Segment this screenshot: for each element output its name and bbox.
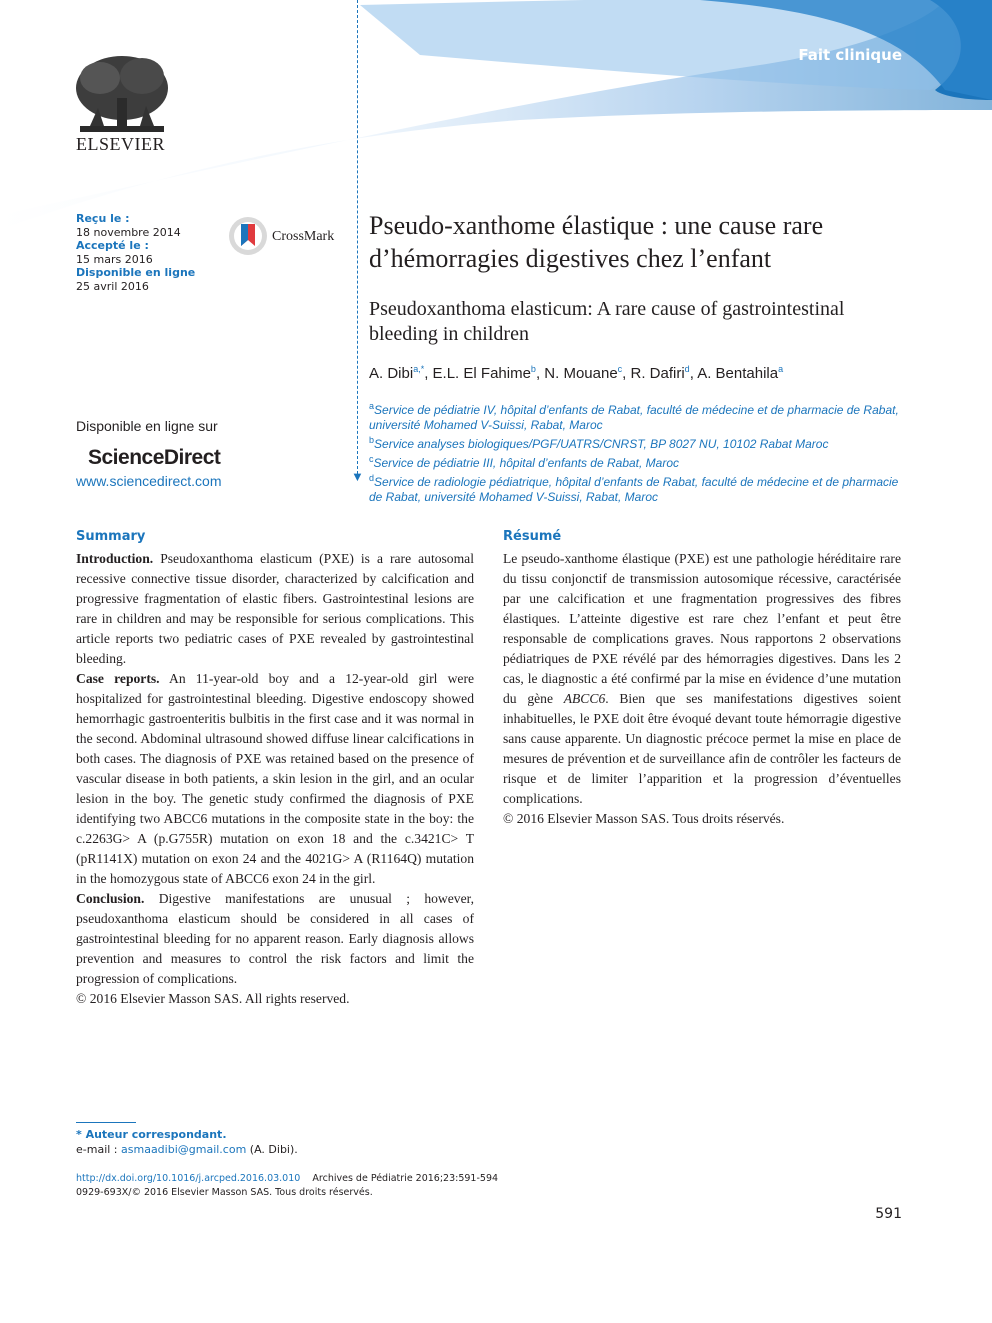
available-online-label: Disponible en ligne sur [76, 418, 218, 434]
resume-heading: Résumé [503, 529, 562, 544]
summary-conclusion: Conclusion. Digestive manifestations are unusual ; however, pseudoxanthoma elasticum should be considered in all cases of gastrointestinal bleeding for no apparent reason. Early diagnosis allows prevention and measures to control the risk factors and limit the progression of complications. [76, 891, 474, 986]
footnote-rule [76, 1122, 136, 1123]
author-affil-ref[interactable]: a,* [413, 364, 425, 374]
email-link[interactable]: asmaadibi@gmail.com [121, 1143, 247, 1156]
sciencedirect-link[interactable]: www.sciencedirect.com [76, 473, 222, 489]
summary-body [76, 549, 474, 1009]
article-title-fr: Pseudo-xanthome élastique : une cause rare d’hémorragies digestives chez l’enfant [369, 211, 824, 273]
article-dates [76, 212, 195, 293]
article-title-en: Pseudoxanthoma elasticum: A rare cause of gastrointestinal bleeding in children [369, 298, 845, 345]
accepted-label: Accepté le : [76, 239, 149, 252]
affiliation-list [369, 399, 909, 505]
corresponding-author-label: * Auteur correspondant. [76, 1128, 227, 1141]
author-name: N. Mouane [544, 365, 618, 382]
affiliation-item: $^b$Service analyses biologiques/PGF/UATRS/CNRST, BP 8027 NU, 10102 Rabat Maroc [369, 435, 829, 451]
accepted-date: 15 mars 2016 [76, 252, 153, 266]
summary-heading: Summary [76, 529, 146, 544]
summary-copyright: © 2016 Elsevier Masson SAS. All rights reserved. [76, 991, 350, 1006]
sciencedirect-logo[interactable]: ScienceDirect [88, 446, 221, 469]
summary-case: Case reports. An 11-year-old boy and a 12-year-old girl were hospitalized for gastrointestinal bleeding. Digestive endoscopy showed hemorrhagic gastroenteritis bulbitis in the first case and it was normal in the second. Abdominal ultrasound showed diffuse linear calcifications in both cases. The diagnosis of PXE was retained based on the presence of vascular disease in both patients, a skin lesion in the girl, and an ocular lesion in the boy. The genetic study confirmed the diagnosis of PXE identifying two ABCC6 mutations in the composite state in the boy: the c.2263G> A (p.G755R) mutation on exon 18 and the c.3421C> T (pR1141X) mutation on exon 24 and the 4021G> A (R1164Q) mutation in the homozygous state of ABCC6 exon 24 in the girl. [76, 671, 475, 886]
resume-text: Le pseudo-xanthome élastique (PXE) est une pathologie héréditaire rare du tissu conjonctif de transmission autosomique récessive, caractérisée par une calcification et une fragmentation progressives des fibres élastiques. L’atteinte digestive est rare chez l’enfant et peut être responsable de complications graves. Nous rapportons 2 observations pédiatriques de PXE révélé par des hémorragies digestives. Dans les 2 cas, le diagnostic a été confirmé par la mise en évidence d’une mutation du gène ABCC6. Bien que ses manifestations digestives soient inhabituelles, le PXE doit être évoqué devant toute hémorragie digestive sans cause apparente. Un diagnostic précoce permet la mise en place de mesures de prévention et de surveillance afin de contrôler les facteurs de risque et de limiter l’apparition et la progression d’éventuelles complications. [503, 551, 901, 806]
received-label: Reçu le : [76, 212, 130, 225]
section-tag: Fait clinique [798, 46, 902, 64]
online-date: 25 avril 2016 [76, 279, 149, 293]
online-label: Disponible en ligne [76, 266, 196, 279]
resume-body [503, 549, 901, 829]
footnotes [76, 1127, 298, 1157]
publication-meta [76, 1172, 498, 1200]
publisher-wordmark: ELSEVIER [76, 134, 165, 154]
author-name: A. Bentahila [697, 365, 779, 382]
author: R. Dafiri$^d$, [630, 364, 698, 382]
author-affil-ref[interactable]: a [778, 364, 784, 374]
author [697, 365, 783, 382]
issn-line: 0929-693X/© 2016 Elsevier Masson SAS. Tous droits réservés. [76, 1187, 373, 1198]
decorative-divider [357, 0, 359, 474]
journal-citation: Archives de Pédiatrie 2016;23:591-594 [312, 1173, 499, 1184]
summary-intro: Introduction. Pseudoxanthoma elasticum (PXE) is a rare autosomal recessive connective tissue disorder, characterized by calcification and progressive fragmentation of elastic fibers. Gastrointestinal lesions are rare in children and may be responsible for serious complications. This article reports two pediatric cases of PXE revealed by gastrointestinal bleeding. [76, 551, 474, 666]
crossmark-icon[interactable] [228, 216, 268, 256]
author: E.L. El Fahime$^b$, [432, 364, 545, 382]
author-affil-ref[interactable]: c [617, 364, 623, 374]
author-list [369, 364, 909, 382]
page-number: 591 [875, 1206, 902, 1222]
arrow-down-icon: ▼ [351, 469, 364, 484]
doi-link[interactable]: http://dx.doi.org/10.1016/j.arcped.2016.03.010 [76, 1173, 301, 1184]
author: N. Mouane$^c$, [544, 364, 631, 382]
received-date: 18 novembre 2014 [76, 225, 181, 239]
crossmark-label[interactable]: CrossMark [272, 229, 335, 244]
author-affil-ref[interactable]: d [684, 364, 690, 374]
author-name: A. Dibi [369, 365, 414, 382]
author-name: R. Dafiri [630, 365, 685, 382]
resume-copyright: © 2016 Elsevier Masson SAS. Tous droits réservés. [503, 811, 785, 826]
affiliation-item: $^a$Service de pédiatrie IV, hôpital d’enfants de Rabat, faculté de médecine et de pharmacie de Rabat, université Mohamed V-Suissi, Rabat, Maroc [369, 401, 899, 432]
author-name: E.L. El Fahime [432, 365, 531, 382]
affiliation-item: $^c$Service de pédiatrie III, hôpital d’enfants de Rabat, Maroc [369, 454, 680, 470]
email-line: e-mail : asmaadibi@gmail.com (A. Dibi). [76, 1143, 298, 1156]
author: A. Dibi$^{a,*}$, [369, 364, 433, 382]
affiliation-item: $^d$Service de radiologie pédiatrique, hôpital d’enfants de Rabat, faculté de médecine et de pharmacie de Rabat, université Mohamed V-Suissi, Rabat, Maroc [369, 473, 899, 504]
author-affil-ref[interactable]: b [530, 364, 536, 374]
